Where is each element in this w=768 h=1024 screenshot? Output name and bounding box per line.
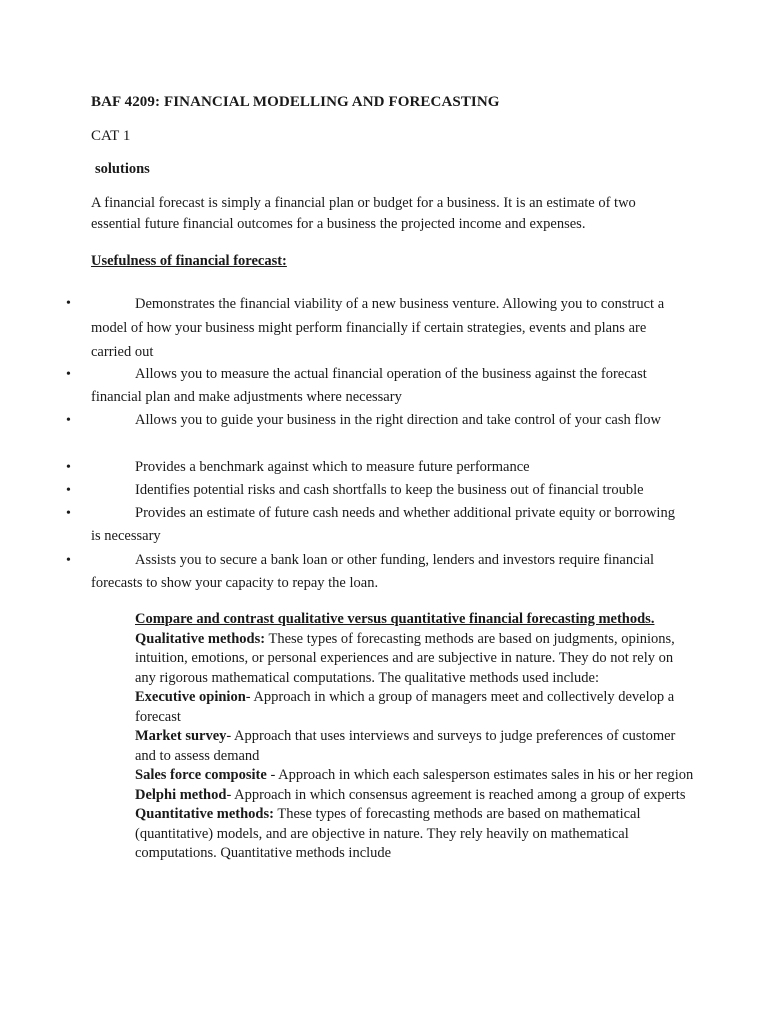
- bullet-text: Identifies potential risks and cash shortfalls to keep the business out of financial trouble: [135, 482, 644, 498]
- method-description: These types of forecasting methods are based on mathematical (quantitative) models, and are objective in nature. They rely heavily on mathematical computations. Quantitative methods include: [135, 806, 641, 861]
- method-description: - Approach that uses interviews and surveys to judge preferences of customer and to assess demand: [135, 728, 676, 764]
- method-paragraph: [135, 786, 695, 806]
- method-term: Delphi method: [135, 786, 227, 803]
- bullet-marker: •: [66, 553, 71, 568]
- bullet-text: Provides an estimate of future cash needs and whether additional private equity or borrowing is necessary: [91, 505, 675, 544]
- bullet-marker: •: [66, 367, 71, 382]
- intro-paragraph: A financial forecast is simply a financial plan or budget for a business. It is an estimate of two essential future financial outcomes for a business the projected income and expenses.: [91, 195, 636, 232]
- method-paragraph: [135, 766, 695, 786]
- method-paragraph: [135, 688, 695, 727]
- method-paragraph: [135, 727, 695, 766]
- bullet-marker: •: [66, 483, 71, 498]
- bullet-text: Allows you to guide your business in the right direction and take control of your cash flow: [135, 412, 661, 428]
- bullet-text: Demonstrates the financial viability of a new business venture. Allowing you to construct a model of how your business might perform financially if certain strategies, events and plans are carried out: [91, 296, 665, 360]
- usefulness-heading: Usefulness of financial forecast:: [91, 253, 287, 269]
- bullet-text: Assists you to secure a bank loan or other funding, lenders and investors require financial forecasts to show your capacity to repay the loan.: [91, 552, 655, 591]
- method-paragraph: [135, 805, 695, 864]
- methods-section: [135, 610, 695, 864]
- bullet-marker: •: [66, 413, 71, 428]
- method-description: - Approach in which each salesperson estimates sales in his or her region: [266, 767, 694, 783]
- bullet-marker: •: [66, 506, 71, 521]
- method-term: Qualitative methods:: [135, 630, 266, 647]
- method-description: - Approach in which a group of managers meet and collectively develop a forecast: [135, 689, 675, 725]
- compare-heading: Compare and contrast qualitative versus quantitative financial forecasting methods.: [135, 611, 655, 627]
- method-term: Quantitative methods:: [135, 806, 274, 822]
- method-term: Sales force composite: [135, 767, 267, 783]
- document-title: BAF 4209: FINANCIAL MODELLING AND FORECASTING: [91, 94, 500, 110]
- method-description: - Approach in which consensus agreement is reached among a group of experts: [226, 786, 686, 803]
- method-term: Market survey: [135, 728, 227, 744]
- method-paragraph: [135, 630, 695, 689]
- bullet-text: Allows you to measure the actual financial operation of the business against the forecast financial plan and make adjustments where necessary: [91, 366, 647, 405]
- method-description: These types of forecasting methods are based on judgments, opinions, intuition, emotions, or personal experiences and are subjective in nature. They do not rely on any rigorous mathematical computations. The qualitative methods used include:: [135, 630, 675, 686]
- solutions-label: solutions: [95, 161, 150, 177]
- bullet-marker: •: [66, 296, 71, 311]
- method-term: Executive opinion: [135, 689, 246, 705]
- bullet-text: Provides a benchmark against which to measure future performance: [135, 459, 530, 475]
- document-subtitle: CAT 1: [91, 128, 131, 144]
- bullet-marker: •: [66, 460, 71, 475]
